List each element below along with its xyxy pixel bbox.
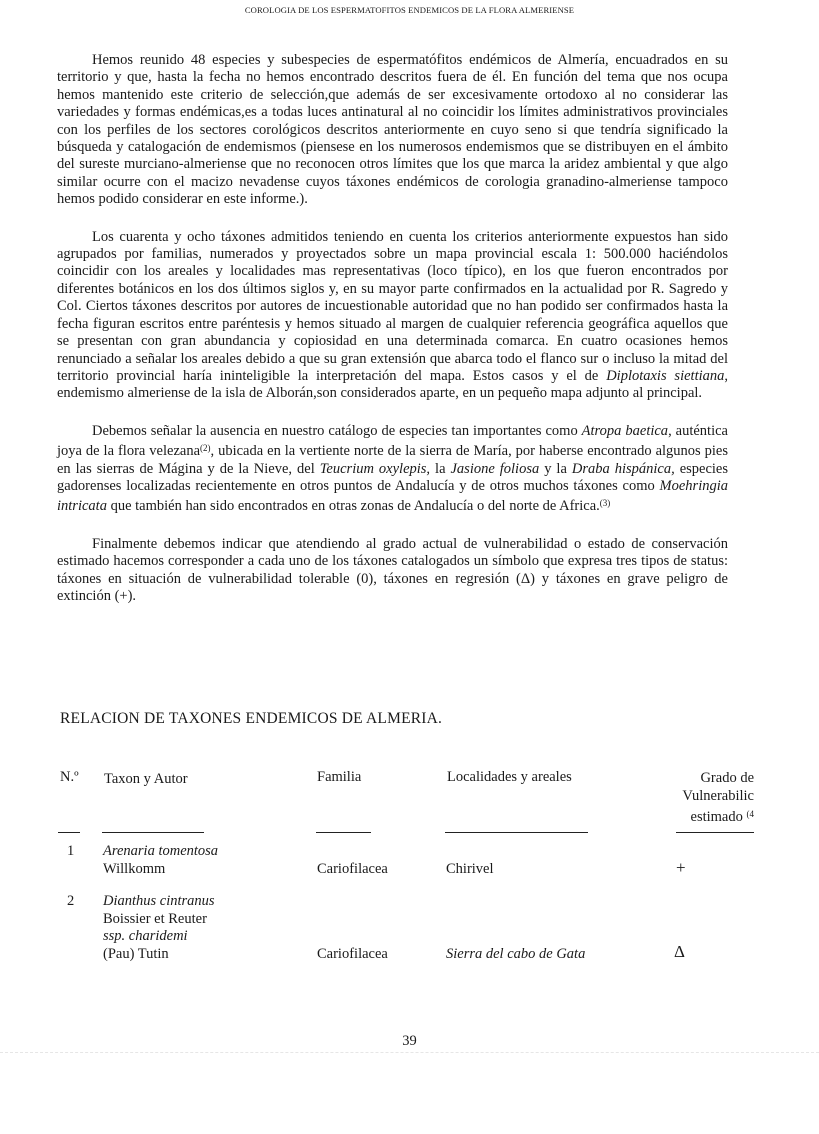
row-1-taxon-author: Willkomm — [103, 860, 166, 877]
row-2-taxon-subauthor: (Pau) Tutin — [103, 945, 169, 962]
paragraph-2 — [57, 229, 728, 403]
header-grado-line-3 — [674, 805, 754, 826]
paragraph-2-italic: Diplotaxis siettiana — [606, 367, 725, 384]
p3-italic-2: Teucrium oxylepis, — [319, 460, 431, 477]
page-number: 39 — [402, 1033, 417, 1049]
header-grado-line-1: Grado de — [700, 770, 754, 786]
rule-localidades — [445, 832, 588, 833]
row-2-localidad: Sierra del cabo de Gata — [446, 946, 586, 962]
row-2-familia: Cariofilacea — [317, 946, 388, 962]
row-2-taxon — [103, 893, 215, 963]
row-1-familia: Cariofilacea — [317, 861, 388, 877]
row-1-symbol: + — [676, 858, 686, 877]
row-1-taxon-name: Arenaria tomentosa — [103, 843, 219, 859]
p3-text-3: , ubicada en la vertiente norte de la sierra de María, por haberse encontrado algunos pies en las sierras de Mágina y de la Nieve, del — [57, 443, 728, 477]
running-head: COROLOGIA DE LOS ESPERMATOFITOS ENDEMICOS DE LA FLORA ALMERIENSE — [244, 5, 575, 15]
rule-familia — [316, 832, 371, 833]
paragraph-2-text-a: Los cuarenta y ocho táxones admitidos teniendo en cuenta los criterios anteriormente expuestos han sido agrupados por familias, numerados y proyectados sobre un mapa provincial escala 1: 500.000 haciéndolos coincidir con los areales y localidades mas representativas (loco típico), en los que fueron encontrados por diferentes botánicos en los dos últimos siglos y, en su mayor parte confirmados en la actualidad por R. Sagredo y Col. Ciertos táxones descritos por autores de incuestionable autoridad que no han podido ser confirmados hasta la fecha figuran escritos entre paréntesis y hemos situado al margen de cualquier referencia geográfica aquellos que se presentan con gran abundancia y copiosidad en una determinada comarca. En cuatro ocasiones hemos renunciado a señalar los areales debido a que su gran extensión que abarca todo el flanco sur o incluso la mitad del territorio provincial haría ininteligible la interpretación del mapa. Estos casos y el de — [57, 228, 728, 384]
p3-italic-3: Jasione foliosa — [450, 460, 540, 477]
rule-num — [58, 832, 80, 833]
rule-grado — [676, 832, 754, 833]
row-2-symbol: Δ — [674, 942, 685, 961]
p3-text-2: , auténtica joya de la flora velezana — [57, 422, 728, 460]
footnote-ref-2: (2) — [200, 443, 211, 454]
p3-italic-1: Atropa baetica — [581, 422, 669, 439]
footnote-ref-3: (3) — [599, 498, 611, 509]
p3-text-4: la — [430, 460, 451, 477]
header-grado — [674, 769, 754, 826]
header-grado-line-2: Vulnerabilic — [682, 788, 754, 804]
header-num: N.º — [60, 769, 79, 785]
p3-text-5: y la — [539, 460, 572, 477]
row-2-num: 2 — [67, 893, 75, 909]
p3-text-7: que también han sido encontrados en otras zonas de Andalucía o del norte de Africa. — [106, 498, 600, 515]
section-title: RELACION DE TAXONES ENDEMICOS DE ALMERIA. — [60, 710, 443, 727]
row-2-taxon-author: Boissier et Reuter — [103, 910, 207, 927]
paragraph-4: Finalmente debemos indicar que atendiendo al grado actual de vulnerabilidad o estado de conservación estimado hacemos corresponder a cada uno de los táxones catalogados un símbolo que expresa tres tipos de status: táxones en situación de vulnerabilidad tolerable (0), táxones en regresión (Δ) y táxones en grave peligro de extinción (+). — [57, 535, 728, 604]
header-familia: Familia — [317, 769, 362, 785]
rule-taxon — [102, 832, 204, 833]
p3-text-1: Debemos señalar la ausencia en nuestro catálogo de especies tan importantes como — [92, 422, 582, 439]
paragraph-3 — [57, 423, 728, 516]
header-localidades: Localidades y areales — [447, 769, 572, 785]
paragraph-1: Hemos reunido 48 especies y subespecies de espermatófitos endémicos de Almería, encuadrados en su territorio y que, hasta la fecha no hemos encontrado descritos fuera de él. En función del tema que nos ocupa hemos mantenido este criterio de selección,que además de ser excesivamente ortodoxo al no considerar las variedades y formas endémicas,es a todas luces antinatural al no coincidir los límites administrativos provinciales con los perfiles de los sectores corológicos descritos anteriormente en cuyo seno si que tendría significado la búsqueda y catalogación de endemismos (piensese en los numerosos endemismos que se distribuyen en el ámbito del sureste murciano-almeriense que no reconocen otros límites que los que marca la aridez ambiental y que algo similar ocurre con el macizo nevadense cuyos táxones endémicos de corologia granadino-almeriense tampoco hemos podido considerar en este informe.). — [57, 52, 728, 208]
row-1-localidad: Chirivel — [446, 861, 494, 877]
paragraph-2-text-b: , endemismo almeriense de la isla de Alborán,son considerados aparte, en un pequeño mapa adjunto al principal. — [57, 367, 729, 402]
row-2-taxon-subspecies: ssp. charidemi — [103, 928, 188, 944]
bottom-divider — [0, 1052, 819, 1053]
p3-text-6: especies gadorenses localizadas recientemente en otros puntos de Andalucía y de otros muchos táxones como — [57, 460, 729, 494]
row-1-num: 1 — [67, 843, 75, 859]
header-taxon: Taxon y Autor — [104, 771, 188, 787]
p3-italic-4: Draba hispánica, — [571, 460, 675, 477]
p3-italic-5: Moehringia intricata — [57, 477, 728, 515]
row-1-taxon — [103, 843, 218, 878]
body-text — [57, 52, 728, 625]
row-2-taxon-name: Dianthus cintranus — [103, 893, 215, 909]
footnote-ref-4: (4 — [746, 809, 754, 819]
header-grado-estimado: estimado — [690, 809, 743, 825]
